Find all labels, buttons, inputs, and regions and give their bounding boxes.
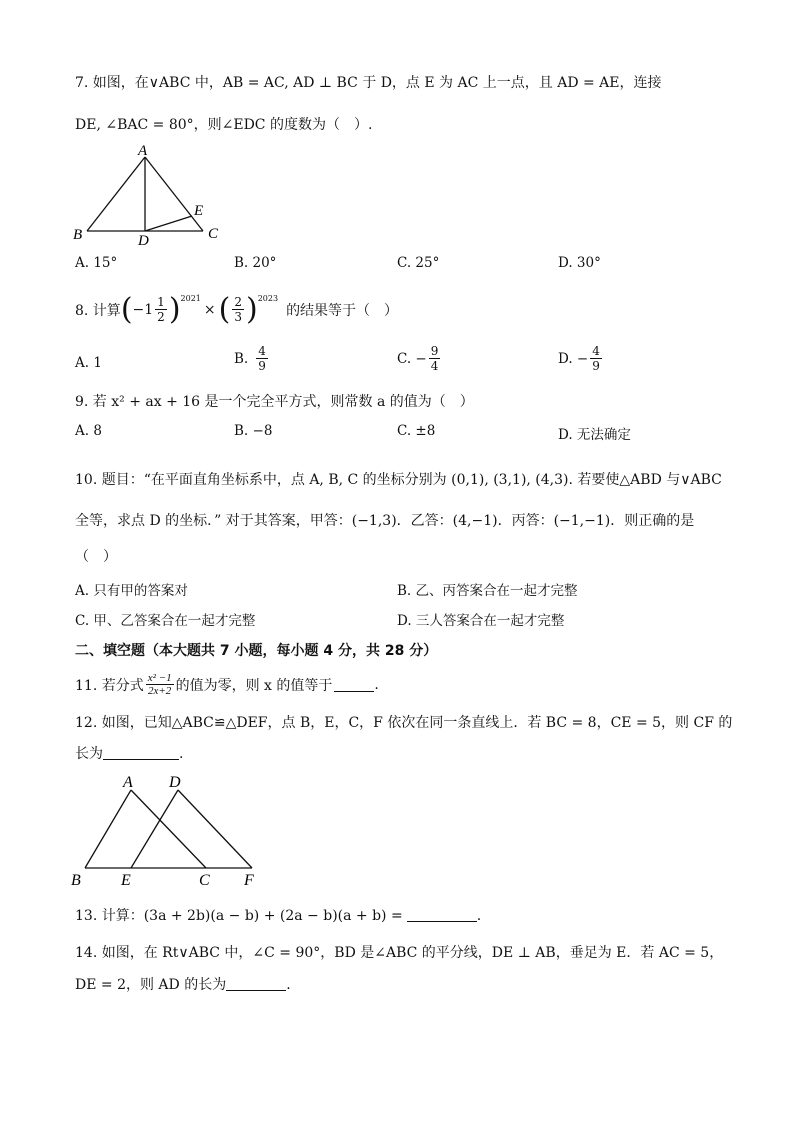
q8-option-b[interactable]	[234, 344, 270, 373]
q7-label-a: A	[138, 143, 148, 159]
q8-option-b-den: 9	[258, 359, 266, 373]
q7-option-b[interactable]: B. 20°	[234, 255, 277, 271]
q10-option-d[interactable]: D. 三人答案合在一起才完整	[397, 613, 565, 629]
q8-second-fraction	[232, 295, 244, 324]
section-fill-in-title: 二、填空题（本大题共 7 小题，每小题 4 分，共 28 分）	[75, 643, 438, 659]
q8-first-exp: 2021	[180, 294, 201, 303]
q7-option-a[interactable]: A. 15°	[75, 255, 118, 271]
q8-times: ×	[203, 301, 216, 318]
q8-prefix: 8. 计算	[75, 302, 121, 319]
q8-first-den: 2	[157, 310, 165, 324]
q8-option-d-fraction	[590, 344, 602, 373]
q9-option-a[interactable]: A. 8	[75, 423, 102, 439]
q10-line2: 全等，求点 D 的坐标．” 对于其答案，甲答：(−1,3)．乙答：(4,−1)．丙答：(−1,−1)．则正确的是	[75, 513, 695, 529]
q11-end: .	[374, 676, 379, 693]
q7-line2: DE, ∠BAC = 80°，则∠EDC 的度数为（ ）.	[75, 117, 373, 133]
q8-right-paren-1: )	[168, 292, 181, 327]
q13-end: .	[476, 908, 482, 924]
q12-label-c: C	[199, 872, 210, 889]
q8-second-den: 3	[234, 310, 242, 324]
q9-stem: 9. 若 x² + ax + 16 是一个完全平方式，则常数 a 的值为（ ）	[75, 394, 474, 410]
q8-option-a[interactable]: A. 1	[75, 355, 102, 371]
q8-option-d-num: 4	[592, 344, 600, 358]
q9-option-d[interactable]: D. 无法确定	[558, 427, 631, 443]
q8-second-exp: 2023	[257, 294, 279, 303]
q11-den: 2x+2	[147, 685, 172, 697]
q7-label-d: D	[138, 233, 149, 245]
q8-left-paren-2: (	[218, 292, 231, 327]
q8-right-paren-2: )	[245, 292, 258, 327]
q7-label-c: C	[208, 226, 219, 242]
q13-stem: 13. 计算：(3a + 2b)(a − b) + (2a − b)(a + b) =	[75, 908, 403, 924]
q8-option-b-fraction	[256, 344, 268, 373]
q7-label-b: B	[73, 227, 83, 243]
q12-line2: 长为	[75, 746, 103, 762]
q12-label-a: A	[123, 774, 133, 791]
q8-option-d-label: D. −	[558, 350, 589, 367]
q11-suffix: 的值为零，则 x 的值等于	[175, 677, 333, 694]
q14-line2-wrap	[75, 974, 291, 994]
q12-line2-wrap	[75, 743, 183, 763]
q9-option-b[interactable]: B. −8	[234, 423, 273, 439]
q13-stem-wrap	[75, 905, 481, 925]
q8-option-c[interactable]	[397, 344, 442, 373]
q12-label-b: B	[71, 872, 81, 889]
q11-answer-blank[interactable]	[334, 677, 374, 692]
q12-end: .	[179, 746, 184, 762]
q11-stem	[75, 672, 379, 697]
q7-option-d[interactable]: D. 30°	[558, 255, 601, 271]
q9-option-c[interactable]: C. ±8	[397, 423, 436, 439]
q7-line1: 7. 如图，在∨ABC 中，AB = AC, AD ⊥ BC 于 D，点 E 为 AC 上一点，且 AD = AE，连接	[75, 75, 662, 91]
q7-label-e: E	[194, 203, 204, 219]
q14-line1: 14. 如图，在 Rt∨ABC 中，∠C = 90°，BD 是∠ABC 的平分线，DE ⊥ AB，垂足为 E．若 AC = 5，	[75, 945, 724, 961]
q8-option-b-label: B.	[234, 350, 249, 367]
q10-option-a[interactable]: A. 只有甲的答案对	[75, 583, 188, 599]
q8-option-c-den: 4	[430, 359, 439, 373]
q11-fraction	[146, 672, 174, 697]
q8-option-d[interactable]	[558, 344, 604, 373]
q7-triangle-figure	[70, 140, 230, 245]
q11-num: x² −1	[147, 672, 172, 684]
q8-first-num: 1	[157, 295, 165, 309]
q7-option-c[interactable]: C. 25°	[397, 255, 440, 271]
q8-first-fraction	[155, 295, 167, 324]
q14-end: .	[286, 977, 291, 993]
q10-line3: （ ）	[75, 549, 117, 565]
q8-left-paren-1: (	[120, 292, 133, 327]
q8-option-b-num: 4	[258, 344, 266, 358]
q10-line1: 10. 题目：“在平面直角坐标系中，点 A, B, C 的坐标分别为 (0,1), (3,1), (4,3). 若要使△ABD 与∨ABC	[75, 472, 722, 488]
q8-suffix: 的结果等于（ ）	[286, 302, 399, 319]
q8-first-whole: −1	[132, 301, 154, 318]
q12-label-f: F	[244, 872, 254, 889]
q12-line1: 12. 如图，已知△ABC≌△DEF，点 B，E，C，F 依次在同一条直线上．若 BC = 8，CE = 5，则 CF 的	[75, 715, 733, 731]
q11-prefix: 11. 若分式	[75, 677, 144, 694]
q12-answer-blank[interactable]	[103, 745, 179, 760]
q14-answer-blank[interactable]	[226, 976, 286, 991]
q8-option-d-den: 9	[592, 359, 600, 373]
q8-option-c-fraction	[429, 344, 441, 373]
q14-line2: DE = 2，则 AD 的长为	[75, 977, 227, 993]
q13-answer-blank[interactable]	[407, 907, 477, 922]
q10-option-b[interactable]: B. 乙、丙答案合在一起才完整	[397, 583, 578, 599]
q8-option-c-num: 9	[430, 344, 439, 358]
q8-second-num: 2	[234, 295, 242, 309]
q12-triangles-figure	[68, 770, 268, 890]
q8-stem	[75, 292, 398, 327]
q8-option-c-label: C. −	[397, 350, 427, 367]
q12-label-d: D	[169, 774, 181, 791]
q12-label-e: E	[121, 872, 131, 889]
q10-option-c[interactable]: C. 甲、乙答案合在一起才完整	[75, 613, 256, 629]
